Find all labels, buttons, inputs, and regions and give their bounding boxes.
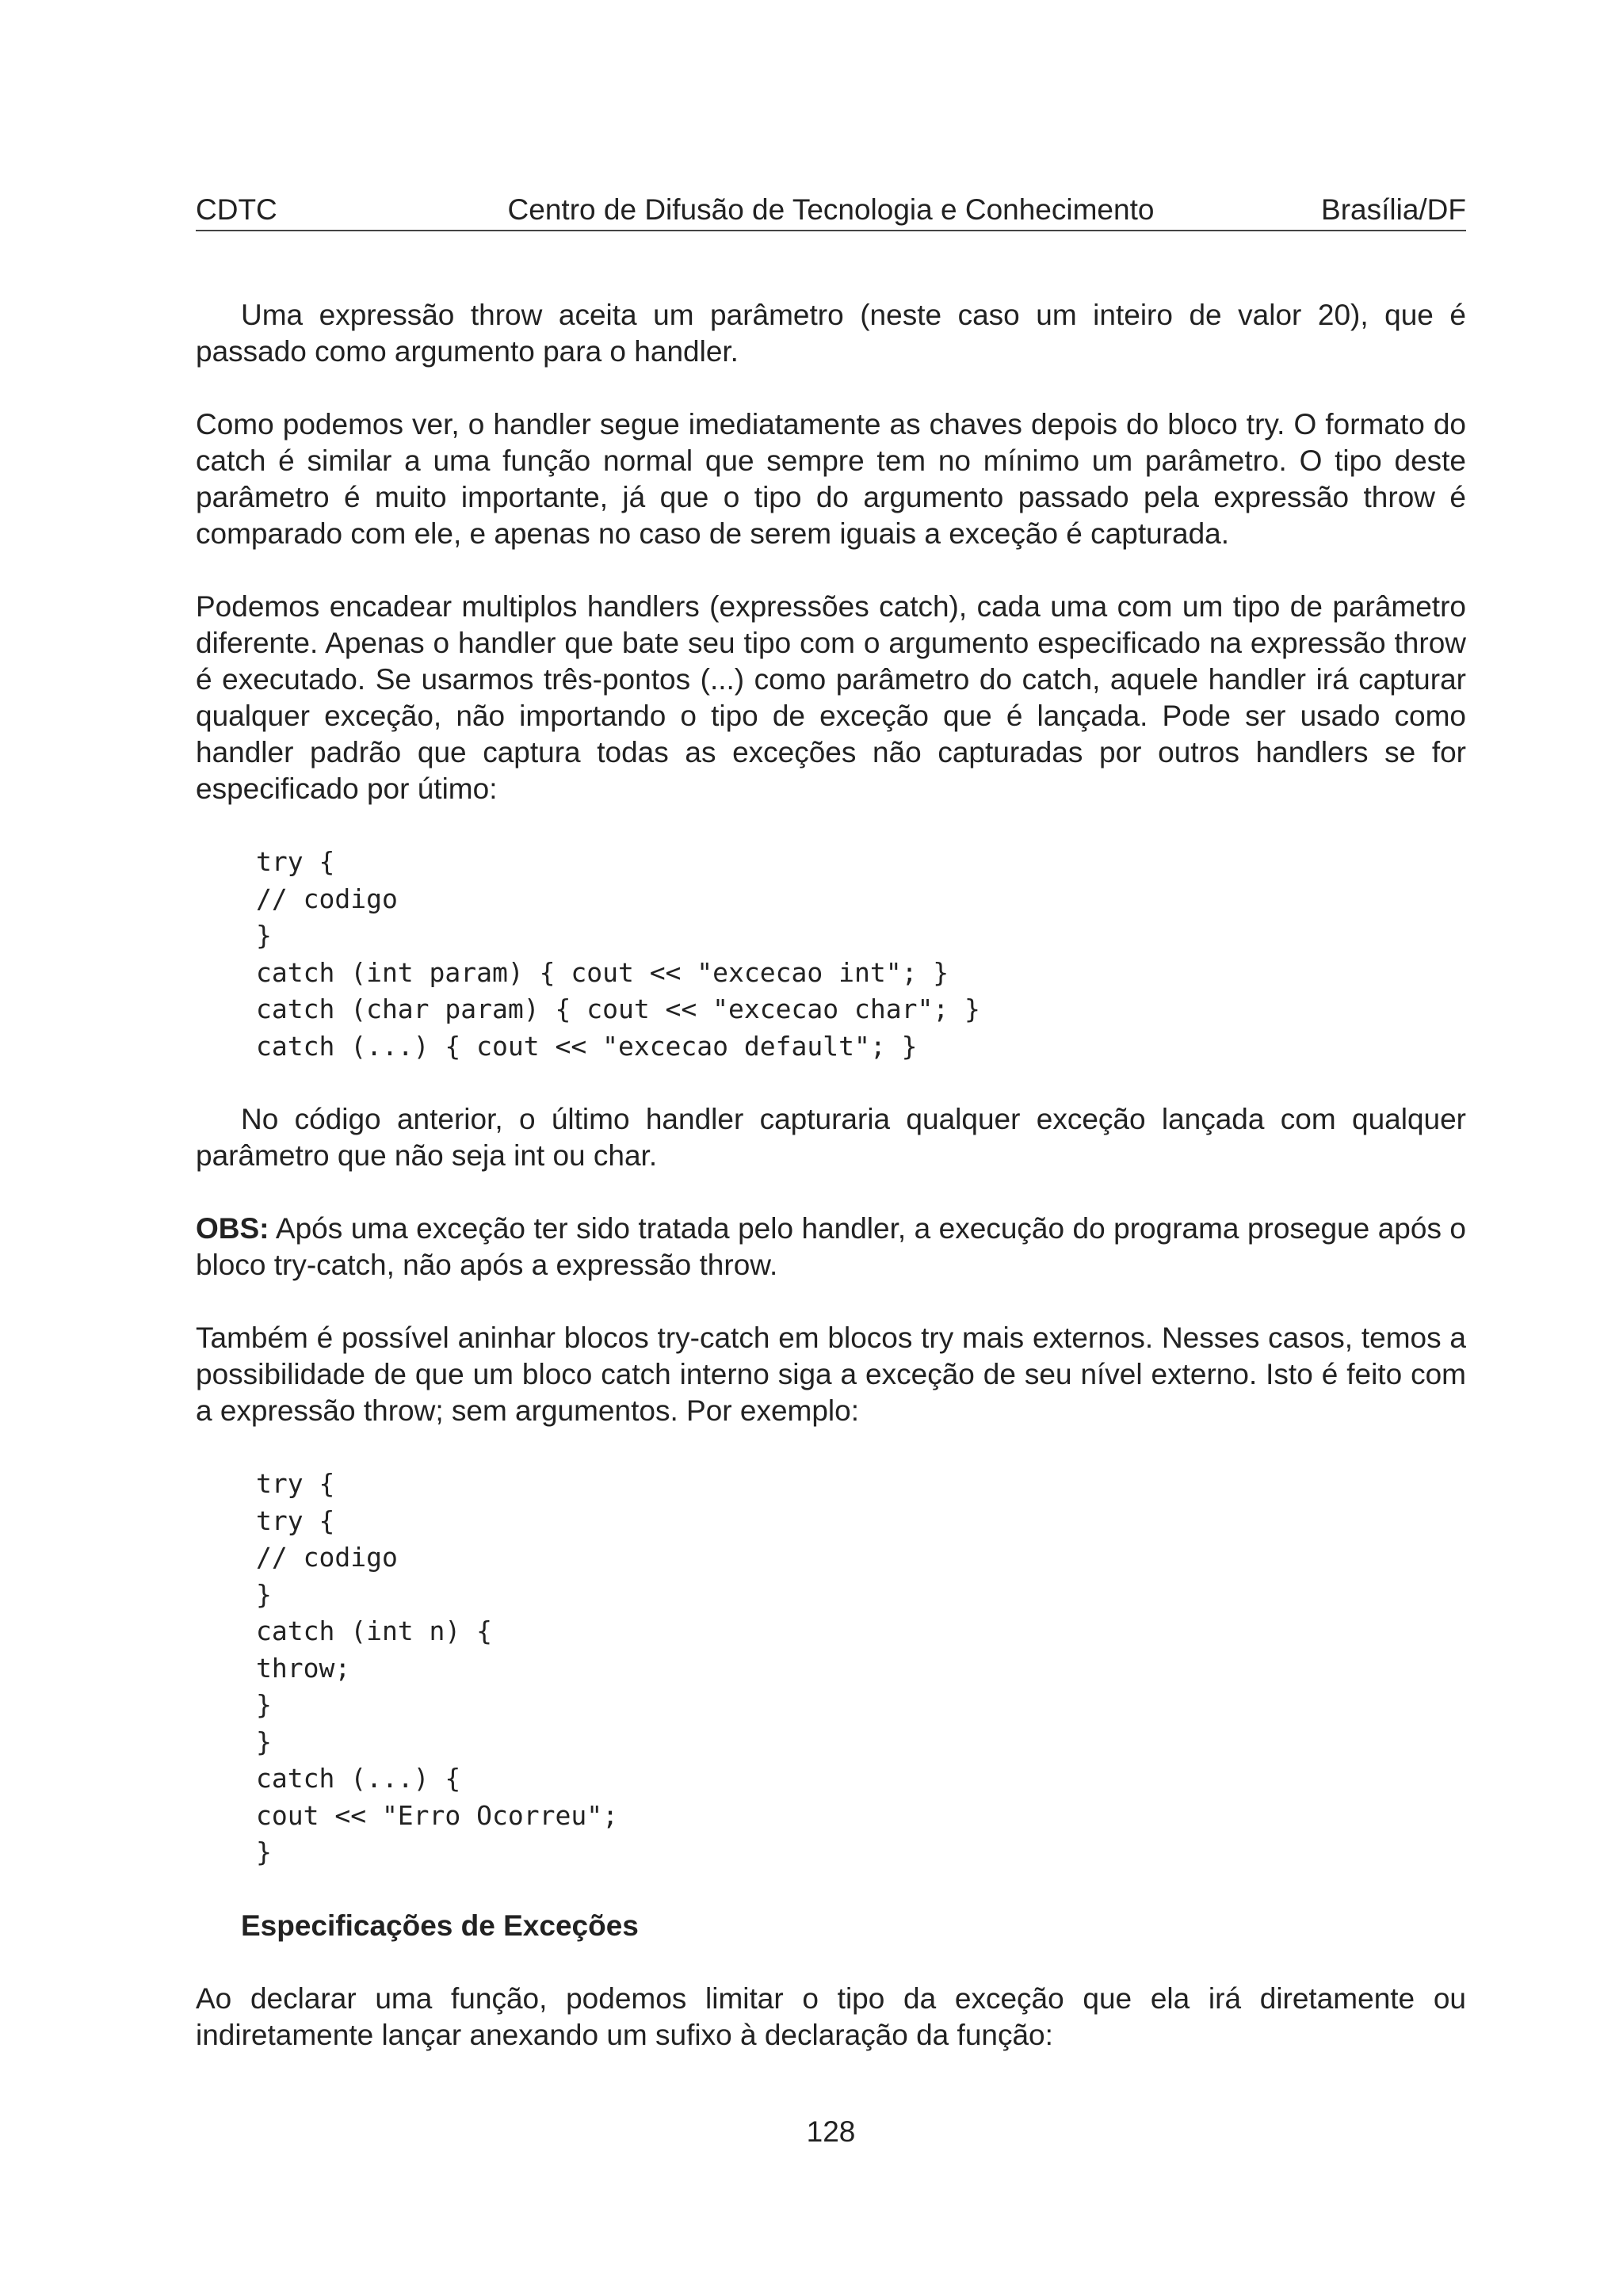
code-line: }	[256, 1578, 272, 1610]
code-line: // codigo	[256, 1542, 398, 1573]
code-line: catch (char param) { cout << "excecao char"; }	[256, 994, 980, 1024]
paragraph-nested-try: Também é possível aninhar blocos try-catch em blocos try mais externos. Nesses casos, temos a possibilidade de que um bloco catch interno siga a exceção de seu nível externo. Isto é feito com a expressão throw; sem argumentos. Por exemplo:	[196, 1322, 1466, 1427]
code-line: try {	[256, 1505, 335, 1536]
code-line: try {	[256, 1468, 335, 1499]
code-line: // codigo	[256, 883, 398, 914]
paragraph-exception-spec: Ao declarar uma função, podemos limitar o tipo da exceção que ela irá diretamente ou indiretamente lançar anexando um sufixo à declaração da função:	[196, 1981, 1466, 2051]
page-content	[196, 297, 1466, 2090]
code-line: }	[256, 1726, 272, 1757]
obs-label: OBS:	[196, 1212, 269, 1245]
paragraph-throw-parameter: Uma expressão throw aceita um parâmetro (neste caso um inteiro de valor 20), que é passado como argumento para o handler.	[196, 299, 1466, 368]
page-header	[196, 190, 1466, 231]
document-page	[196, 0, 1466, 2296]
header-center: Centro de Difusão de Tecnologia e Conhecimento	[507, 193, 1155, 226]
header-right: Brasília/DF	[1321, 193, 1466, 226]
paragraph-handler-format: Como podemos ver, o handler segue imediatamente as chaves depois do bloco try. O formato do catch é similar a uma função normal que sempre tem no mínimo um parâmetro. O tipo deste parâmetro é muito importante, já que o tipo do argumento passado pela expressão throw é comparado com ele, e apenas no caso de serem iguais a exceção é capturada.	[196, 408, 1466, 550]
code-block-nested-try	[256, 1466, 1466, 1871]
page-number: 128	[806, 2115, 856, 2148]
code-line: }	[256, 1836, 272, 1867]
paragraph-obs	[196, 1211, 1466, 1283]
code-line: }	[256, 1689, 272, 1720]
paragraph-last-handler: No código anterior, o último handler capturaria qualquer exceção lançada com qualquer parâmetro que não seja int ou char.	[196, 1103, 1466, 1172]
obs-text: Após uma exceção ter sido tratada pelo handler, a execução do programa prosegue após o bloco try-catch, não após a expressão throw.	[196, 1212, 1466, 1281]
code-line: catch (...) { cout << "excecao default"; }	[256, 1030, 918, 1062]
code-line: try {	[256, 846, 335, 877]
code-line: catch (int n) {	[256, 1615, 493, 1646]
code-block-catch-handlers	[256, 844, 1466, 1065]
code-line: throw;	[256, 1652, 351, 1684]
section-title: Especificações de Exceções	[241, 1909, 639, 1942]
code-line: catch (int param) { cout << "excecao int"; }	[256, 956, 949, 988]
paragraph-multiple-handlers: Podemos encadear multiplos handlers (expressões catch), cada uma com um tipo de parâmetro diferente. Apenas o handler que bate seu tipo com o argumento especificado na expressão throw é executado. Se usarmos três-pontos (...) como parâmetro do catch, aquele handler irá capturar qualquer exceção, não importando o tipo de exceção que é lançada. Pode ser usado como handler padrão que captura todas as exceções não capturadas por outros handlers se for especificado por útimo:	[196, 590, 1466, 805]
code-line: }	[256, 920, 272, 951]
header-left: CDTC	[196, 193, 277, 226]
code-line: cout << "Erro Ocorreu";	[256, 1799, 618, 1831]
code-line: catch (...) {	[256, 1763, 461, 1794]
